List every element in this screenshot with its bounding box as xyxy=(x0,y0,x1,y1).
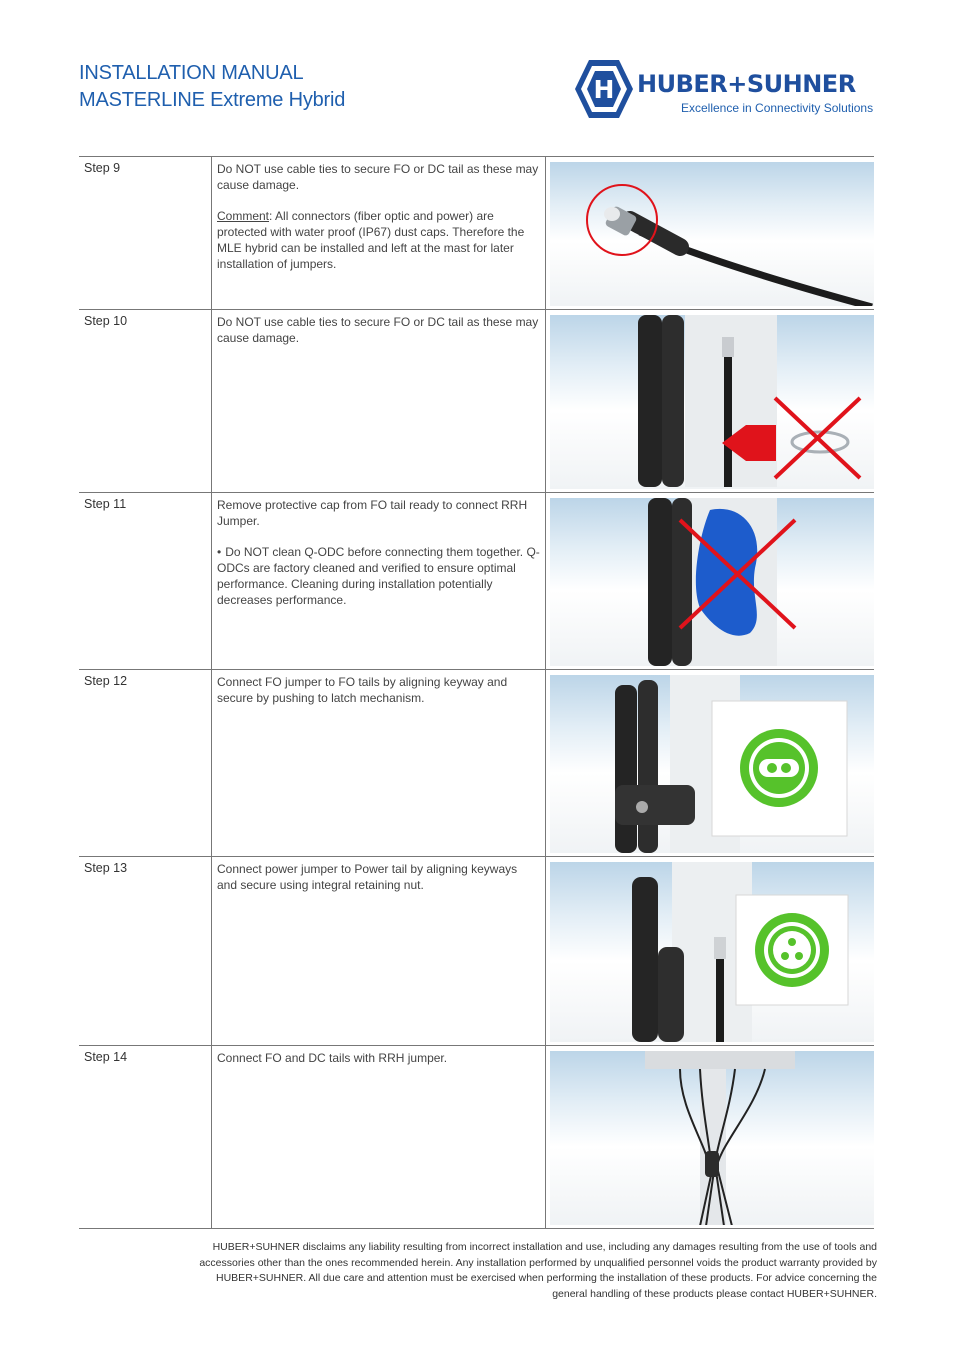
step-row xyxy=(79,493,874,670)
step-number: Step 9 xyxy=(79,157,212,309)
step-10-image xyxy=(550,315,874,489)
step-number: Step 13 xyxy=(79,857,212,1045)
step-text: Connect FO and DC tails with RRH jumper. xyxy=(217,1051,448,1065)
step-description xyxy=(212,857,546,1045)
step-text: Connect FO jumper to FO tails by aligning keyway and secure by pushing to latch mechanism. xyxy=(217,675,508,705)
step-description xyxy=(212,310,546,492)
step-row xyxy=(79,1046,874,1229)
legal-disclaimer: HUBER+SUHNER disclaims any liability resulting from incorrect installation and use, including any damages resulting from the use of tools and accessories other than the ones recommended herein. Any installation performed by unqualified personnel voids the product warranty provided by HUBER+SUHNER. All due care and attention must be exercised when performing the installation of these products. For advice concerning the general handling of these products please contact HUBER+SUHNER. xyxy=(199,1241,877,1300)
comment-text: : All connectors (fiber optic and power) are protected with water proof (IP67) dust caps. Therefore the MLE hybrid can be installed and left at the mast for later installation of jumpers. xyxy=(217,209,525,271)
logo-name: HUBER+SUHNER xyxy=(637,70,856,98)
step-row xyxy=(79,670,874,857)
step-description xyxy=(212,157,546,309)
power-keyway-icon xyxy=(755,913,829,987)
step-11-image xyxy=(550,498,874,666)
logo-mark: H xyxy=(593,75,615,104)
bullet-text: Do NOT clean Q-ODC before connecting them together. Q-ODCs are factory cleaned and verified to ensure optimal performance. Cleaning during installation potentially decreases performance. xyxy=(217,545,540,607)
step-image-cell xyxy=(546,310,874,492)
comment-label: Comment xyxy=(217,209,270,223)
step-image-cell xyxy=(546,157,874,309)
step-number: Step 12 xyxy=(79,670,212,856)
step-description xyxy=(212,1046,546,1228)
step-text: Do NOT use cable ties to secure FO or DC tail as these may cause damage. xyxy=(217,315,539,345)
step-text: Connect power jumper to Power tail by aligning keyways and secure using integral retaining nut. xyxy=(217,862,518,892)
step-text: Remove protective cap from FO tail ready to connect RRH Jumper. xyxy=(217,498,528,528)
step-image-cell xyxy=(546,493,874,669)
bullet-icon: • xyxy=(217,545,222,559)
document-title xyxy=(79,60,345,114)
step-description xyxy=(212,493,546,669)
step-row xyxy=(79,857,874,1046)
step-13-image xyxy=(550,862,874,1042)
step-row xyxy=(79,310,874,493)
step-image-cell xyxy=(546,857,874,1045)
logo-tagline: Excellence in Connectivity Solutions xyxy=(681,101,874,115)
huber-suhner-logo-icon xyxy=(574,58,634,120)
step-text: Do NOT use cable ties to secure FO or DC tail as these may cause damage. xyxy=(217,162,539,192)
title-line-2: MASTERLINE Extreme Hybrid xyxy=(79,89,346,111)
step-14-image xyxy=(550,1051,874,1225)
step-image-cell xyxy=(546,1046,874,1228)
step-comment xyxy=(217,208,540,272)
step-bullet xyxy=(217,544,540,608)
fo-keyway-icon xyxy=(740,729,818,807)
step-row xyxy=(79,157,874,310)
step-9-image xyxy=(550,162,874,306)
steps-table xyxy=(79,156,874,1229)
step-description xyxy=(212,670,546,856)
step-12-image xyxy=(550,675,874,853)
step-number: Step 14 xyxy=(79,1046,212,1228)
step-number: Step 10 xyxy=(79,310,212,492)
step-image-cell xyxy=(546,670,874,856)
title-line-1: INSTALLATION MANUAL xyxy=(79,62,304,84)
step-number: Step 11 xyxy=(79,493,212,669)
brand-logo xyxy=(574,58,874,120)
